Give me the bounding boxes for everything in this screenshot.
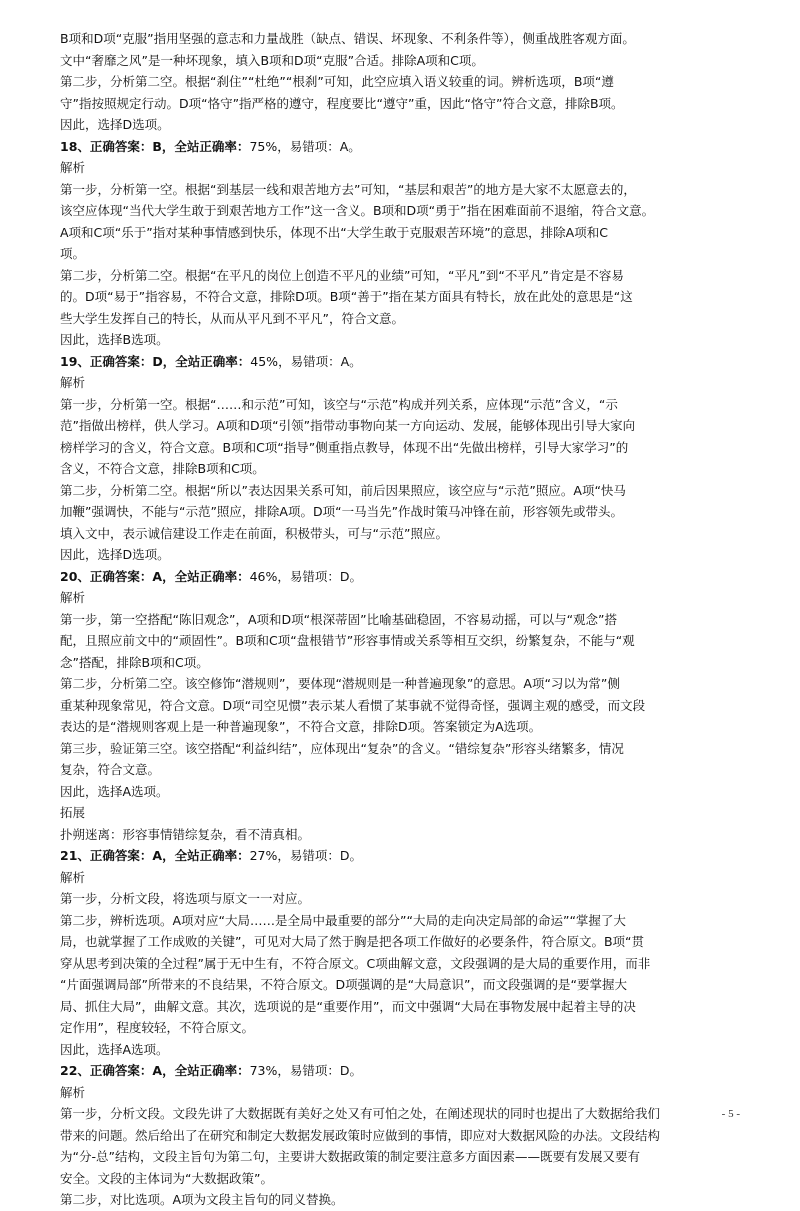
text-line: 些大学生发挥自己的特长，从而从平凡到不平凡”，符合文意。 [60, 310, 404, 326]
text-line: 因此，选择D选项。 [60, 547, 170, 562]
text-line: 第一步，分析文段，将选项与原文一一对应。 [60, 891, 311, 906]
accuracy-text: 73%，易错项：D。 [249, 1063, 362, 1078]
text-line: 第一步，分析第一空。根据“到基层一线和艰苦地方去”可知，“基层和艰苦”的地方是大家不太愿意去的， [60, 181, 636, 197]
text-line: 表达的是“潜规则客观上是一种普遍现象”，不符合文意，排除D项。答案锁定为A选项。 [60, 719, 542, 734]
text-line: B项和D项“克服”指用坚强的意志和力量战胜（缺点、错误、坏现象、不利条件等），侧重战胜客观方面。 [60, 31, 635, 46]
text-line: 范”指做出榜样，供人学习。A项和D项“引领”指带动事物向某一方向运动、发展，能够体现出引导大家向 [60, 418, 636, 433]
text-line: 重某种现象常见，符合文意。D项“司空见惯”表示某人看惯了某事就不觉得奇怪，强调主观的感受，而文段 [60, 697, 646, 713]
answer-label: 18、正确答案：B，全站正确率： [60, 138, 250, 154]
analysis-label: 解析 [60, 160, 86, 175]
text-line: 第一步，第一空搭配“陈旧观念”，A项和D项“根深蒂固”比喻基础稳固，不容易动摇，可以与“观念”搭 [60, 611, 618, 627]
accuracy-text: 75%，易错项：A。 [249, 138, 361, 154]
text-line: 带来的问题。然后给出了在研究和制定大数据发展政策时应做到的事情，即应对大数据风险的办法。文段结构 [60, 1127, 661, 1143]
accuracy-text: 27%，易错项：D。 [249, 848, 362, 863]
text-line: 复杂，符合文意。 [60, 762, 161, 777]
question-header [60, 136, 764, 158]
text-line: 因此，选择B选项。 [60, 332, 169, 347]
text-line: 第一步，分析第一空。根据“……和示范”可知，该空与“示范”构成并列关系，应体现“示范”含义，“示 [60, 396, 618, 412]
text-line: 加鞭”强调快，不能与“示范”照应，排除A项。D项“一马当先”作战时策马冲锋在前，形容领先或带头。 [60, 504, 624, 519]
extension-label: 拓展 [60, 805, 86, 820]
question-header [60, 1060, 764, 1082]
intro-block [60, 28, 764, 136]
question-20 [60, 566, 764, 846]
text-line: 念”搭配，排除B项和C项。 [60, 654, 209, 670]
answer-label: 20、正确答案：A，全站正确率： [60, 568, 250, 584]
text-line: 局、抓住大局”，曲解文意。其次，选项说的是“重要作用”，而文中强调“大局在事物发展中起着主导的决 [60, 998, 636, 1014]
text-line: 局，也就掌握了工作成败的关键”，可见对大局了然于胸是把各项工作做好的必要条件，符合原文。B项“贯 [60, 934, 645, 949]
text-line: 为“分-总”结构，文段主旨句为第二句，主要讲大数据政策的制定要注意多方面因素——既要有发展又要有 [60, 1149, 640, 1164]
text-line: 扑朔迷离：形容事情错综复杂，看不清真相。 [60, 826, 311, 842]
text-line: 因此，选择A选项。 [60, 1041, 169, 1057]
text-line: 安全。文段的主体词为“大数据政策”。 [60, 1170, 273, 1186]
question-19 [60, 351, 764, 566]
text-line: 该空应体现“当代大学生敢于到艰苦地方工作”这一含义。B项和D项“勇于”指在困难面前不退缩，符合文意。 [60, 203, 655, 218]
text-line: 文中“奢靡之风”是一种坏现象，填入B项和D项“克服”合适。排除A项和C项。 [60, 52, 484, 68]
text-line: 第二步，对比选项。A项为文段主旨句的同义替换。 [60, 1192, 344, 1207]
text-line: 的。D项“易于”指容易，不符合文意，排除D项。B项“善于”指在某方面具有特长，放在此处的意思是“这 [60, 289, 633, 304]
question-22 [60, 1060, 764, 1211]
analysis-label: 解析 [60, 375, 86, 390]
text-line: 填入文中，表示诚信建设工作走在前面，积极带头，可与“示范”照应。 [60, 525, 448, 541]
text-line: 第二步，分析第二空。根据“刹住”“杜绝”“根刹”可知，此空应填入语义较重的词。辨析选项，B项“遵 [60, 74, 614, 89]
text-line: 第二步，辨析选项。A项对应“大局……是全局中最重要的部分”“大局的走向决定局部的命运”“掌握了大 [60, 912, 626, 928]
text-line: 榜样学习的含义，符合文意。B项和C项“指导”侧重指点教导，体现不出“先做出榜样，引导大家学习”的 [60, 439, 629, 455]
text-line: 含义，不符合文意，排除B项和C项。 [60, 461, 265, 476]
analysis-label: 解析 [60, 1084, 86, 1100]
text-line: 第二步，分析第二空。该空修饰“潜规则”，要体现“潜规则是一种普遍现象”的意思。A项“习以为常”侧 [60, 676, 620, 691]
analysis-label: 解析 [60, 590, 86, 605]
question-18 [60, 136, 764, 351]
answer-label: 22、正确答案：A，全站正确率： [60, 1063, 250, 1078]
text-line: 第三步，验证第三空。该空搭配“利益纠结”，应体现出“复杂”的含义。“错综复杂”形容头绪繁多，情况 [60, 740, 624, 756]
answer-label: 21、正确答案：A，全站正确率： [60, 848, 250, 863]
question-header [60, 566, 764, 588]
text-line: 第二步，分析第二空。根据“所以”表达因果关系可知，前后因果照应，该空应与“示范”照应。A项“快马 [60, 482, 626, 498]
question-header [60, 351, 764, 373]
text-line: 配，且照应前文中的“顽固性”。B项和C项“盘根错节”形容事情或关系等相互交织，纷繁复杂，不能与“观 [60, 633, 635, 648]
text-line: 因此，选择D选项。 [60, 117, 170, 132]
text-line: 穿从思考到决策的全过程”属于无中生有，不符合原文。C项曲解文意，文段强调的是大局的重要作用，而非 [60, 955, 651, 971]
text-line: A项和C项“乐于”指对某种事情感到快乐，体现不出“大学生敢于克服艰苦环境”的意思，排除A项和C [60, 224, 608, 240]
text-line: 因此，选择A选项。 [60, 783, 169, 799]
text-line: 定作用”，程度较轻，不符合原文。 [60, 1020, 254, 1035]
text-line: 第二步，分析第二空。根据“在平凡的岗位上创造不平凡的业绩”可知，“平凡”到“不平凡”肯定是不容易 [60, 267, 624, 283]
page-number: - 5 - [721, 1108, 740, 1120]
question-header [60, 845, 764, 867]
text-line: 第一步，分析文段。文段先讲了大数据既有美好之处又有可怕之处，在阐述现状的同时也提出了大数据给我们 [60, 1106, 661, 1121]
text-line: 守”指按照规定行动。D项“恪守”指严格的遵守，程度要比“遵守”重，因此“恪守”符合文意，排除B项。 [60, 95, 624, 111]
accuracy-text: 46%，易错项：D。 [249, 568, 362, 584]
question-21 [60, 845, 764, 1060]
answer-label: 19、正确答案：D，全站正确率： [60, 353, 251, 369]
text-line: “片面强调局部”所带来的不良结果，不符合原文。D项强调的是“大局意识”，而文段强调的是“要掌握大 [60, 977, 628, 992]
analysis-label: 解析 [60, 869, 86, 885]
accuracy-text: 45%，易错项：A。 [250, 353, 362, 369]
text-line: 项。 [60, 246, 86, 261]
